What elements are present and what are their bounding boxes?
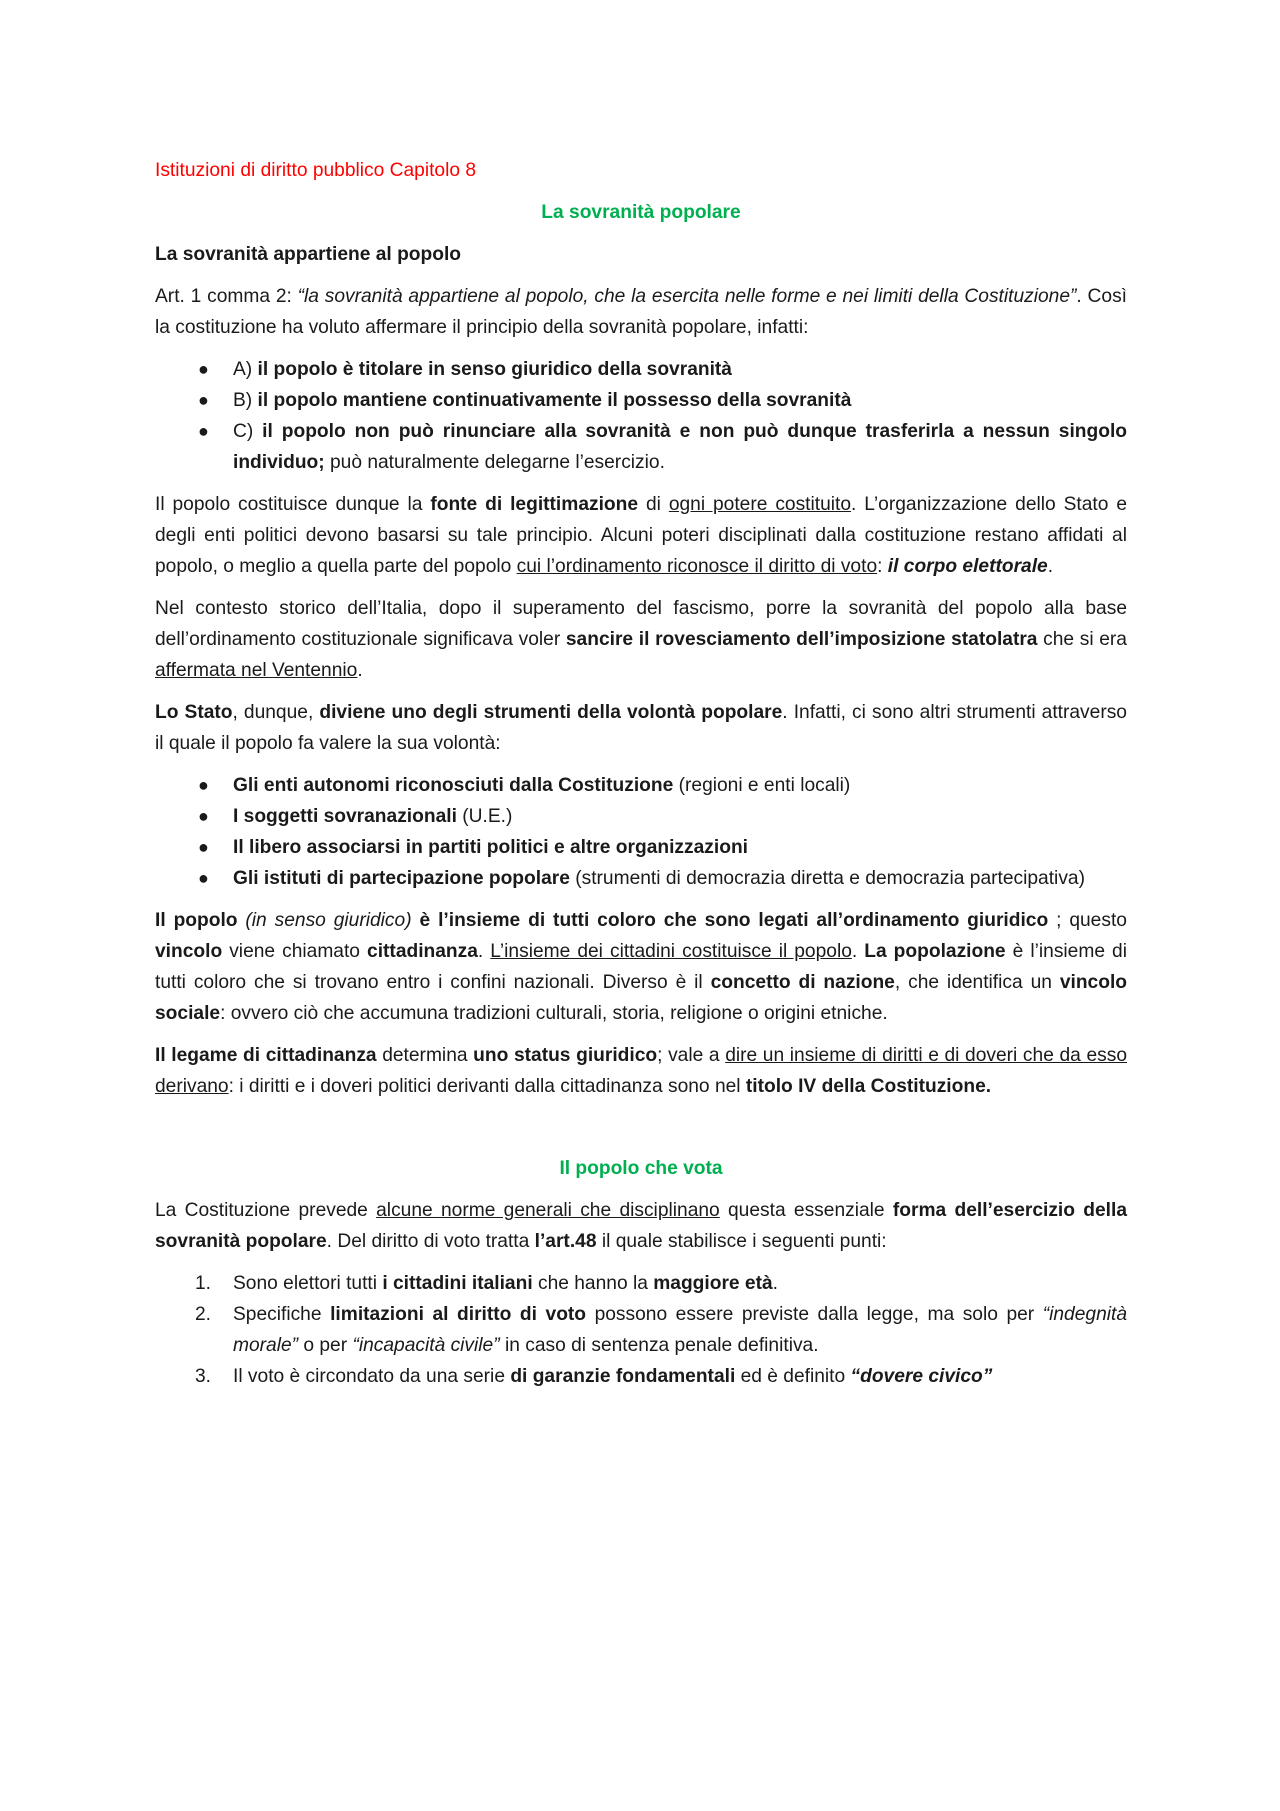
text-run: Il popolo costituisce dunque la [155, 494, 431, 515]
text-run-bold: titolo IV della Costituzione. [745, 1076, 992, 1097]
text-run: è l’insieme di tutti coloro che si trovano entro i confini nazionali. Diverso è il [155, 941, 1127, 993]
text-run: : i diritti e i doveri politici derivanti dalla cittadinanza sono nel [228, 1076, 746, 1097]
text-run-bold: concetto di nazione [710, 972, 895, 993]
subheading-sovranita-popolo: La sovranità appartiene al popolo [155, 244, 461, 265]
text-run-bold: l’art.48 [534, 1231, 597, 1252]
text-run: , che identifica un [894, 972, 1060, 993]
text-run-bold: vincolo [155, 941, 223, 962]
text-run-bold: è l’insieme di tutti coloro che sono legati all’ordinamento giuridico [419, 910, 1049, 931]
list-item [198, 770, 1127, 801]
text-run-bold-italic: il corpo elettorale [887, 556, 1048, 577]
text-run: . [772, 1273, 778, 1294]
text-run-bold: di garanzie fondamentali [510, 1366, 736, 1387]
text-run-bold: il popolo non può rinunciare alla sovranità e non può dunque trasferirla a nessun singolo individuo; [233, 421, 1127, 473]
list-item [198, 863, 1127, 894]
text-run: , dunque, [232, 702, 320, 723]
text-run: ; questo [1048, 910, 1127, 931]
quote-art1: “la sovranità appartiene al popolo, che la esercita nelle forme e nei limiti della Costituzione” [297, 286, 1077, 307]
text-run-underline: ogni potere costituito [668, 494, 852, 515]
text-run: . [477, 941, 491, 962]
paragraph-art48 [155, 1195, 1127, 1257]
text-run-bold: il popolo mantiene continuativamente il possesso della sovranità [257, 390, 852, 411]
text-run: Il voto è circondato da una serie [233, 1366, 511, 1387]
text-run: ; vale a [657, 1045, 726, 1066]
list-item [198, 354, 1127, 385]
text-run: di [638, 494, 669, 515]
text-run-italic: “indegnità morale” [233, 1304, 1128, 1356]
paragraph-contesto-storico [155, 593, 1127, 686]
text-run-underline: dire un insieme di diritti e di doveri che da esso derivano [155, 1045, 1127, 1097]
text-run-italic: (in senso giuridico) [245, 910, 412, 931]
numbered-list-art48 [155, 1268, 1127, 1392]
text-run: che si era [1037, 629, 1127, 650]
text-run: Nel contesto storico dell’Italia, dopo il superamento del fascismo, porre la sovranità del popolo alla base dell’ordinamento costituzionale significava voler [155, 598, 1127, 650]
section-title-popolo-vota: Il popolo che vota [559, 1158, 723, 1179]
text-run: Specifiche [233, 1304, 331, 1325]
paragraph-popolo-definizione [155, 905, 1127, 1029]
text-run: . Del diritto di voto tratta [326, 1231, 535, 1252]
text-run-bold: diviene uno degli strumenti della volontà popolare [319, 702, 783, 723]
list-item [198, 832, 1127, 863]
text-run: . L’organizzazione dello Stato e degli enti politici devono basarsi su tale principio. Alcuni poteri disciplinati dalla costituzione restano affidati al popolo, o meglio a quella parte del popolo [155, 494, 1127, 577]
text-run: B) [233, 390, 258, 411]
text-run: determina [376, 1045, 474, 1066]
text-run-bold-italic: “dovere civico” [850, 1366, 993, 1387]
bullet-icon: ● [198, 775, 209, 795]
text-run-underline: affermata nel Ventennio [155, 660, 358, 681]
text-run: viene chiamato [222, 941, 368, 962]
list-number: 1. [195, 1273, 212, 1294]
text-run-bold: Gli istituti di partecipazione popolare [233, 868, 570, 889]
text-run-bold: vincolo sociale [155, 972, 1127, 1024]
text-run-bold: cittadinanza [367, 941, 478, 962]
bullet-icon: ● [198, 837, 209, 857]
text-run: : ovvero ciò che accumuna tradizioni culturali, storia, religione o origini etniche. [220, 1003, 888, 1024]
list-number: 3. [195, 1366, 212, 1387]
text-run-bold: i cittadini italiani [382, 1273, 533, 1294]
text-run-bold: il popolo è titolare in senso giuridico della sovranità [257, 359, 732, 380]
text-run: La Costituzione prevede [155, 1200, 377, 1221]
text-run-underline: L’insieme dei cittadini costituisce il popolo [490, 941, 852, 962]
text-run: che hanno la [532, 1273, 654, 1294]
spacer [155, 1113, 1127, 1153]
text-run-bold: La popolazione [864, 941, 1006, 962]
bullet-icon: ● [198, 390, 209, 410]
list-item [198, 385, 1127, 416]
text-run: . [851, 941, 865, 962]
text-run: può naturalmente delegarne l’esercizio. [324, 452, 665, 473]
text-run: C) [233, 421, 263, 442]
text-run: possono essere previste dalla legge, ma solo per [586, 1304, 1043, 1325]
text-run: (strumenti di democrazia diretta e democrazia partecipativa) [569, 868, 1085, 889]
text-run: : [877, 556, 888, 577]
text-run: . [357, 660, 363, 681]
paragraph-art1 [155, 281, 1127, 343]
text-run: Sono elettori tutti [233, 1273, 383, 1294]
paragraph-cittadinanza [155, 1040, 1127, 1102]
text-run: (regioni e enti locali) [673, 775, 851, 796]
text-run-underline: alcune norme generali che disciplinano [376, 1200, 720, 1221]
list-item [195, 1268, 1127, 1299]
text-run-bold: forma dell’esercizio della sovranità popolare [155, 1200, 1128, 1252]
list-number: 2. [195, 1304, 212, 1325]
text-run: il quale stabilisce i seguenti punti: [596, 1231, 887, 1252]
text-run: in caso di sentenza penale definitiva. [499, 1335, 819, 1356]
text-run-bold: Il libero associarsi in partiti politici e altre organizzazioni [233, 837, 748, 858]
text-run: (U.E.) [456, 806, 513, 827]
text-run-bold: Gli enti autonomi riconosciuti dalla Costituzione [233, 775, 674, 796]
bullet-list-sovranita [155, 354, 1127, 478]
text-run-underline: cui l’ordinamento riconosce il diritto di voto [516, 556, 878, 577]
list-item [198, 801, 1127, 832]
paragraph-stato-strumenti [155, 697, 1127, 759]
text-run: o per [298, 1335, 353, 1356]
text-run [412, 910, 420, 931]
bullet-icon: ● [198, 421, 209, 441]
text-run-bold: Lo Stato [155, 702, 233, 723]
text-run: ed è definito [735, 1366, 851, 1387]
bullet-icon: ● [198, 868, 209, 888]
text-run-bold: sancire il rovesciamento dell’imposizione statolatra [565, 629, 1038, 650]
text-run: . Così la costituzione ha voluto affermare il principio della sovranità popolare, infatti: [155, 286, 1127, 338]
text-run-bold: uno status giuridico [473, 1045, 658, 1066]
text-run-italic: “incapacità civile” [352, 1335, 500, 1356]
list-item [195, 1361, 1127, 1392]
text-run: Art. 1 comma 2: [155, 286, 298, 307]
document-header: Istituzioni di diritto pubblico Capitolo 8 [155, 160, 477, 181]
paragraph-legittimazione [155, 489, 1127, 582]
text-run-bold: maggiore età [653, 1273, 773, 1294]
text-run-bold: Il legame di cittadinanza [155, 1045, 377, 1066]
text-run: . Infatti, ci sono altri strumenti attraverso il quale il popolo fa valere la sua volontà: [155, 702, 1127, 754]
bullet-list-strumenti [155, 770, 1127, 894]
text-run: A) [233, 359, 258, 380]
text-run-bold: fonte di legittimazione [430, 494, 639, 515]
list-item [195, 1299, 1128, 1361]
section-title-sovranita: La sovranità popolare [541, 202, 741, 223]
text-run: . [1047, 556, 1054, 577]
text-run-bold: I soggetti sovranazionali [233, 806, 457, 827]
text-run: questa essenziale [719, 1200, 893, 1221]
text-run-bold: Il popolo [155, 910, 238, 931]
bullet-icon: ● [198, 359, 209, 379]
list-item [198, 416, 1127, 478]
text-run-bold: limitazioni al diritto di voto [330, 1304, 587, 1325]
bullet-icon: ● [198, 806, 209, 826]
